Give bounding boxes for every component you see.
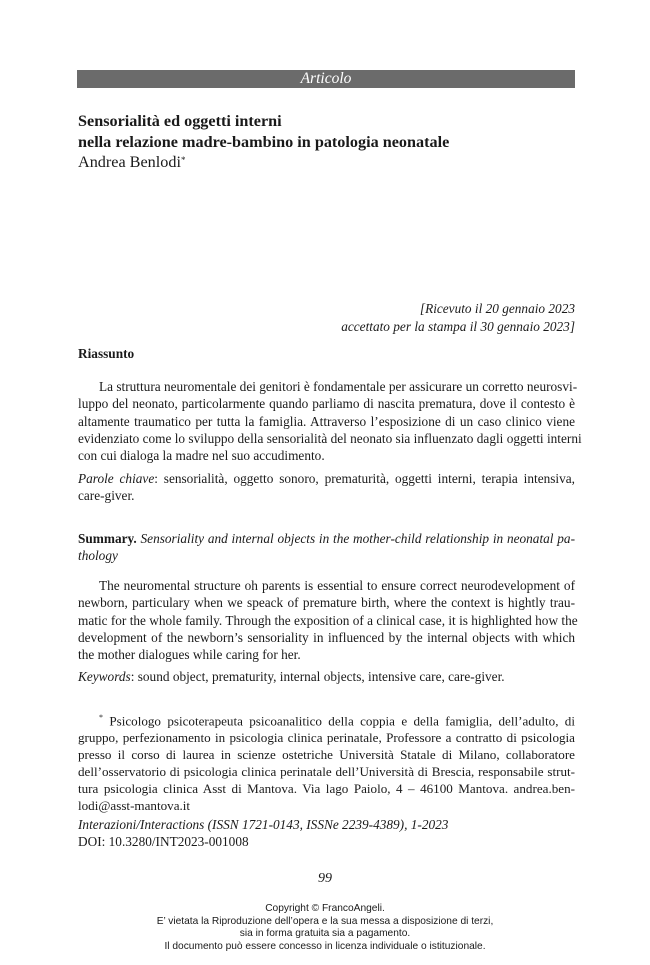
footnote-line-3: presso il corso di laurea in scienze ostetriche Università Statale di Milano, collaboratore: [78, 747, 575, 763]
page-number: 99: [318, 871, 332, 886]
footnote-line-4: dell’osservatorio di psicologia clinica perinatale dell’Università di Brescia, responsabile strut-: [78, 764, 575, 780]
copyright-line-4: Il documento può essere concesso in licenza individuale o istituzionale.: [164, 940, 486, 952]
summary-keywords-text: : sound object, prematurity, internal objects, intensive care, care-giver.: [130, 669, 505, 684]
received-date-line: [Ricevuto il 20 gennaio 2023: [419, 301, 575, 316]
footnote-line-6: lodi@asst-mantova.it: [78, 798, 191, 814]
journal-doi: DOI: 10.3280/INT2023-001008: [78, 834, 249, 849]
author-name: [78, 152, 185, 172]
copyright-notice: [0, 903, 650, 953]
footnote-line-5: tura psicologia clinica Asst di Mantova. Via lago Paiolo, 4 – 46100 Mantova. andrea.ben-: [78, 781, 575, 797]
accepted-date-line: accettato per la stampa il 30 gennaio 2023]: [341, 318, 575, 334]
article-title-line-1: Sensorialità ed oggetti interni: [78, 112, 282, 130]
copyright-line-1: Copyright © FrancoAngeli.: [265, 903, 385, 914]
author-footnote-mark: *: [180, 155, 186, 165]
riassunto-line-4: evidenziato come lo sviluppo della sensorialità del neonato sia influenzato dagli oggetti interni: [78, 430, 582, 446]
riassunto-keywords-line-1: [78, 470, 575, 487]
summary-keywords: [78, 668, 575, 685]
summary-title: [78, 530, 575, 565]
summary-title-line-2: thology: [78, 548, 118, 564]
riassunto-heading: Riassunto: [78, 346, 135, 361]
riassunto-keywords-text: : sensorialità, oggetto sonoro, prematurità, oggetti interni, terapia intensiva,: [154, 471, 575, 486]
footnote-line-1-text: Psicologo psicoterapeuta psicoanalitico della coppia e della famiglia, dell’adulto, di: [103, 713, 575, 729]
section-header-band: [77, 70, 575, 88]
summary-keywords-label: Keywords: [78, 669, 131, 684]
footnote-line-1: [78, 709, 575, 729]
copyright-line-2: E’ vietata la Riproduzione dell’opera e la sua messa a disposizione di terzi,: [156, 915, 494, 927]
riassunto-line-3: altamente traumatico per tutta la famiglia. Attraverso l’esposizione di un caso clinico viene: [78, 413, 575, 429]
summary-label: Summary.: [78, 531, 137, 546]
article-title: [78, 111, 578, 153]
summary-line-5: the mother dialogues while caring for her.: [78, 647, 301, 663]
article-title-line-2: nella relazione madre-bambino in patologia neonatale: [78, 133, 450, 151]
riassunto-keywords-line-2: care-giver.: [78, 488, 135, 504]
author-name-text: Andrea Benlodi: [78, 153, 181, 171]
footnote-line-2: gruppo, perfezionamento in psicologia clinica perinatale, Professore a contratto di psicologia: [78, 730, 575, 746]
summary-line-3: matic for the whole family. Through the exposition of a clinical case, it is highlighted how the: [78, 612, 578, 628]
received-dates: [341, 300, 575, 335]
copyright-line-3: sia in forma gratuita sia a pagamento.: [239, 928, 411, 940]
riassunto-body: [78, 378, 582, 464]
footnote-mark: *: [99, 713, 103, 722]
riassunto-keywords: [78, 470, 575, 505]
riassunto-keywords-label: Parole chiave: [78, 471, 155, 486]
riassunto-line-5: con cui dialoga la madre nel suo accudimento.: [78, 448, 325, 464]
summary-line-4: development of the newborn’s sensoriality in influenced by the internal objects with which: [78, 629, 575, 645]
summary-line-1: The neuromental structure oh parents is essential to ensure correct neurodevelopment of: [99, 578, 575, 593]
summary-title-line-1: [78, 530, 575, 547]
summary-keywords-line: [78, 668, 575, 685]
journal-citation: Interazioni/Interactions (ISSN 1721-0143, ISSNe 2239-4389), 1-2023: [78, 817, 449, 832]
riassunto-line-1: La struttura neuromentale dei genitori è fondamentale per assicurare un corretto neurosvi-: [99, 379, 578, 394]
summary-line-2: newborn, particulary when we speack of premature birth, where the context is hightly trau-: [78, 595, 575, 611]
riassunto-line-2: luppo del neonato, particolarmente quando parliamo di nascita prematura, dove il contesto è: [78, 396, 575, 412]
author-footnote: [78, 709, 575, 814]
journal-info: [78, 816, 448, 850]
section-label: Articolo: [300, 70, 352, 87]
summary-body: [78, 577, 578, 663]
summary-title-text: Sensoriality and internal objects in the mother-child relationship in neonatal pa-: [136, 531, 575, 546]
